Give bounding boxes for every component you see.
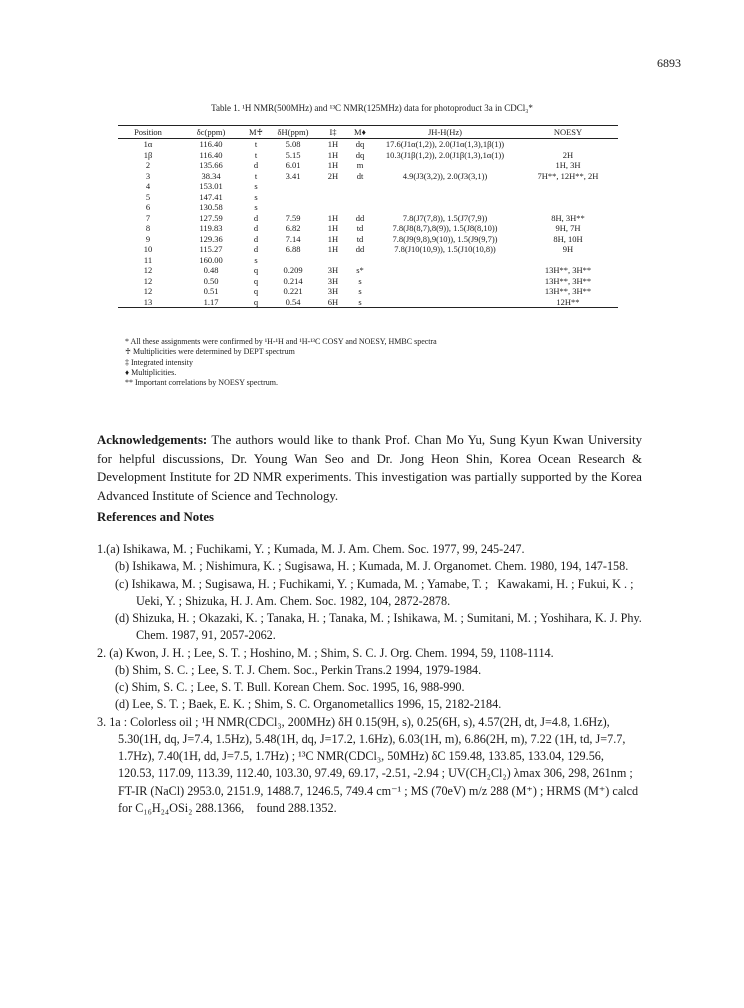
cell-multiplicity-c: s <box>254 191 258 202</box>
table-row <box>118 160 618 171</box>
reference-item: (b) Ishikawa, M. ; Nishimura, K. ; Sugisawa, H. ; Kumada, M. J. Organomet. Chem. 1980, 194, 147-158. <box>115 559 629 574</box>
cell-multiplicity-c: q <box>253 286 259 296</box>
cell-intensity <box>318 202 348 213</box>
cell-delta-c: 1.17 <box>203 296 219 307</box>
cell-noesy <box>518 192 618 203</box>
cell-intensity: 3H <box>327 265 339 275</box>
cell-coupling: 17.6(J1α(1,2)), 2.0(J1α(1,3),1β(1)) <box>385 139 505 149</box>
cell-position: 11 <box>143 254 153 265</box>
cell-intensity: 1H <box>327 223 339 233</box>
cell-multiplicity-h <box>348 181 372 192</box>
cell-coupling: 7.8(J8(8,7),8(9)), 1.5(J8(8,10)) <box>392 223 498 233</box>
cell-multiplicity-h: dq <box>355 149 365 160</box>
footnote: ♰ Multiplicities were determined by DEPT spectrum <box>125 347 295 357</box>
cell-multiplicity-c: s <box>254 181 258 191</box>
table-row <box>118 192 618 203</box>
cell-multiplicity-h: dd <box>355 244 365 254</box>
cell-multiplicity-c: d <box>253 212 259 223</box>
cell-noesy: 9H <box>562 244 574 254</box>
cell-delta-h: 7.14 <box>285 233 301 244</box>
cell-multiplicity-c: q <box>253 265 259 275</box>
cell-noesy: 7H**, 12H**, 2H <box>537 170 599 181</box>
col-header-multiplicity-c: M♰ <box>249 127 263 137</box>
cell-noesy: 12H** <box>556 296 580 307</box>
cell-position: 10 <box>143 244 153 254</box>
cell-intensity: 1H <box>327 212 339 223</box>
footnote: ♦ Multiplicities. <box>125 367 177 377</box>
cell-coupling <box>372 286 518 297</box>
table-row <box>118 171 618 182</box>
cell-multiplicity-c: d <box>253 160 259 170</box>
cell-noesy: 8H, 3H** <box>551 212 585 223</box>
table-header-row <box>118 126 618 139</box>
cell-delta-c: 127.59 <box>199 212 223 223</box>
cell-delta-h: 6.82 <box>285 223 301 233</box>
cell-multiplicity-h <box>348 192 372 203</box>
cell-multiplicity-h: dt <box>356 170 364 181</box>
table-row <box>118 276 618 287</box>
reference-item: 2. (a) Kwon, J. H. ; Lee, S. T. ; Hoshino, M. ; Shim, S. C. J. Org. Chem. 1994, 59, 1108-1114. <box>97 645 554 660</box>
cell-coupling <box>372 192 518 203</box>
cell-coupling <box>372 276 518 287</box>
cell-coupling <box>372 255 518 266</box>
cell-intensity: 2H <box>327 170 339 181</box>
cell-position: 12 <box>143 275 153 286</box>
cell-intensity: 3H <box>327 275 339 286</box>
cell-delta-h: 6.88 <box>285 244 301 254</box>
cell-noesy: 1H, 3H <box>555 160 581 170</box>
cell-delta-h: 0.54 <box>285 296 301 307</box>
cell-coupling: 7.8(J10(10,9)), 1.5(J10(10,8)) <box>394 244 496 254</box>
cell-multiplicity-h: m <box>356 160 364 170</box>
col-header-intensity: I‡ <box>329 127 337 137</box>
cell-multiplicity-c: s <box>254 202 258 212</box>
col-header-delta-c: δc(ppm) <box>196 127 226 137</box>
reference-item: 1.(a) Ishikawa, M. ; Fuchikami, Y. ; Kumada, M. J. Am. Chem. Soc. 1977, 99, 245-247. <box>97 542 525 556</box>
cell-delta-c: 129.36 <box>199 233 223 244</box>
cell-position: 12 <box>143 286 153 296</box>
cell-delta-c: 153.01 <box>199 181 223 191</box>
cell-coupling: 10.3(J1β(1,2)), 2.0(J1β(1,3),1α(1)) <box>385 149 505 160</box>
reference-item: (d) Shizuka, H. ; Okazaki, K. ; Tanaka, H. ; Tanaka, M. ; Ishikawa, M. ; Sumitani, M. ; Yoshihara, K. J. Phy. Chem. 1987, 91, 2057-2062. <box>115 611 645 643</box>
reference-item: (c) Ishikawa, M. ; Sugisawa, H. ; Fuchikami, Y. ; Kumada, M. ; Yamabe, T. ; Kawakami, H. ; Fukui, K . ; Ueki, Y. ; Shizuka, H. J. Am. Chem. Soc. 1982, 104, 2872-2878. <box>115 576 637 608</box>
cell-multiplicity-h: s <box>358 296 362 307</box>
cell-noesy: 13H**, 3H** <box>544 286 592 296</box>
cell-delta-h: 6.01 <box>285 160 301 170</box>
cell-intensity: 6H <box>327 296 339 307</box>
col-header-coupling: JH-H(Hz) <box>428 127 462 137</box>
cell-position: 6 <box>145 202 151 212</box>
reference-item: 3. 1a : Colorless oil ; ¹H NMR(CDCl₃, 200MHz) δH 0.15(9H, s), 0.25(6H, s), 4.57(2H, dt, J=4.8, 1.6Hz), 5.30(1H, dq, J=7.4, 1.5Hz), 5.48(1H, dq, J=17.2, 1.6Hz), 6.03(1H, m), 6.86(2H, m), 7.22 (1H, td, J=7.7, 1.7Hz), 7.40(1H, dd, J=7.5, 1.7Hz) ; ¹³C NMR(CDCl₃, 50MHz) δC 159.48, 133.85, 133.04, 129.56, 120.53, 117.09, 113.39, 112.40, 103.30, 97.49, 69.17, -2.51, -2.94 ; UV(CH₂Cl₂) λmax 306, 298, 261nm ; FT-IR (NaCl) 2953.0, 2151.9, 1488.7, 1246.5, 749.4 cm⁻¹ ; MS (70eV) m/z 288 (M⁺) ; HRMS (M⁺) calcd for C₁₆H₂₄OSi₂ 288.1366, found 288.1352. <box>97 714 642 815</box>
cell-multiplicity-h <box>348 202 372 213</box>
cell-position: 9 <box>145 233 151 244</box>
references-heading: References and Notes <box>97 510 215 524</box>
cell-coupling <box>372 265 518 276</box>
cell-multiplicity-c: q <box>253 296 259 307</box>
cell-multiplicity-h: s* <box>356 265 364 275</box>
table-row <box>118 297 618 308</box>
cell-position: 4 <box>145 181 151 191</box>
references-list <box>97 541 645 817</box>
cell-noesy <box>518 181 618 192</box>
cell-multiplicity-h: s <box>358 286 362 296</box>
cell-position: 5 <box>145 191 151 202</box>
cell-delta-h: 0.209 <box>283 265 303 275</box>
footnote: * All these assignments were confirmed by ¹H-¹H and ¹H-¹³C COSY and NOESY, HMBC spectra <box>125 337 437 346</box>
cell-delta-c: 38.34 <box>201 170 221 181</box>
cell-delta-c: 116.40 <box>199 149 223 160</box>
cell-delta-c: 130.58 <box>199 202 223 212</box>
col-header-multiplicity-h: M♦ <box>354 127 366 137</box>
table-row <box>118 244 618 255</box>
cell-coupling <box>372 202 518 213</box>
cell-position: 1α <box>143 139 153 149</box>
cell-intensity: 3H <box>327 286 339 296</box>
acknowledgements-text: The authors would like to thank Prof. Chan Mo Yu, Sung Kyun Kwan University for helpful discussions, Dr. Young Wan Seo and Dr. Jong Heon Shin, Korea Ocean Research & Development Institute for 2D NMR experiments. This investigation was partially supported by the Korea Advanced Institute of Science and Technology. <box>97 433 642 503</box>
table-row <box>118 181 618 192</box>
cell-delta-h: 3.41 <box>285 170 301 181</box>
cell-multiplicity-c: d <box>253 223 259 233</box>
cell-position: 1β <box>143 149 153 160</box>
cell-noesy: 9H, 7H <box>555 223 581 233</box>
cell-noesy: 13H**, 3H** <box>544 275 592 286</box>
nmr-data-table <box>118 125 618 308</box>
cell-intensity <box>318 255 348 266</box>
cell-delta-h: 5.08 <box>285 139 301 149</box>
cell-delta-h: 7.59 <box>285 212 301 223</box>
cell-multiplicity-h: td <box>356 233 364 244</box>
cell-delta-c: 135.66 <box>199 160 223 170</box>
cell-delta-c: 160.00 <box>199 254 223 265</box>
cell-delta-h: 0.214 <box>283 275 303 286</box>
cell-multiplicity-h: td <box>356 223 364 233</box>
cell-delta-h <box>268 255 318 266</box>
table-row <box>118 286 618 297</box>
cell-intensity: 1H <box>327 233 339 244</box>
cell-coupling <box>372 160 518 171</box>
col-header-delta-h: δH(ppm) <box>277 127 309 137</box>
cell-coupling: 7.8(J9(9,8),9(10)), 1.5(J9(9,7)) <box>392 233 498 244</box>
cell-delta-c: 147.41 <box>199 191 223 202</box>
cell-multiplicity-c: t <box>254 149 258 160</box>
cell-delta-c: 0.51 <box>203 286 219 296</box>
cell-noesy <box>518 139 618 150</box>
cell-multiplicity-h: dd <box>355 212 365 223</box>
cell-delta-h <box>268 181 318 192</box>
cell-delta-h <box>268 192 318 203</box>
col-header-noesy: NOESY <box>553 127 583 137</box>
cell-multiplicity-h <box>348 255 372 266</box>
cell-multiplicity-c: t <box>254 139 258 149</box>
cell-multiplicity-h: s <box>358 275 362 286</box>
cell-noesy: 8H, 10H <box>553 233 583 244</box>
table-body <box>118 139 618 308</box>
table-row <box>118 265 618 276</box>
cell-delta-c: 0.50 <box>203 275 219 286</box>
footnote: ** Important correlations by NOESY spectrum. <box>125 378 279 388</box>
cell-coupling: 4.9(J3(3,2)), 2.0(J3(3,1)) <box>402 170 488 181</box>
cell-multiplicity-h: dq <box>355 139 365 149</box>
cell-multiplicity-c: t <box>254 170 258 181</box>
cell-delta-h <box>268 202 318 213</box>
cell-delta-h: 0.221 <box>283 286 303 296</box>
cell-noesy <box>518 202 618 213</box>
table-caption: Table 1. ¹H NMR(500MHz) and ¹³C NMR(125MHz) data for photoproduct 3a in CDCl₃* <box>211 103 533 113</box>
table-row <box>118 213 618 224</box>
cell-coupling <box>372 297 518 308</box>
footnote: ‡ Integrated intensity <box>125 357 193 367</box>
cell-delta-c: 116.40 <box>199 139 223 149</box>
cell-intensity: 1H <box>327 160 339 170</box>
cell-intensity: 1H <box>327 139 339 149</box>
reference-item: (c) Shim, S. C. ; Lee, S. T. Bull. Korean Chem. Soc. 1995, 16, 988-990. <box>115 680 465 694</box>
cell-intensity: 1H <box>327 244 339 254</box>
cell-delta-c: 115.27 <box>199 244 223 254</box>
cell-noesy: 2H <box>562 149 574 160</box>
col-header-position: Position <box>134 127 162 137</box>
cell-multiplicity-c: d <box>253 244 259 254</box>
cell-intensity <box>318 192 348 203</box>
table-row <box>118 139 618 150</box>
cell-delta-c: 0.48 <box>203 265 219 275</box>
table-row <box>118 150 618 161</box>
cell-intensity <box>318 181 348 192</box>
acknowledgements-heading: Acknowledgements: <box>97 433 208 447</box>
table-row <box>118 234 618 245</box>
cell-multiplicity-c: s <box>254 254 258 265</box>
cell-position: 13 <box>143 296 153 307</box>
table-row <box>118 255 618 266</box>
table-row <box>118 223 618 234</box>
cell-delta-c: 119.83 <box>199 223 223 233</box>
cell-position: 12 <box>143 265 153 275</box>
table-row <box>118 202 618 213</box>
table-footnotes <box>125 337 437 388</box>
cell-coupling: 7.8(J7(7,8)), 1.5(J7(7,9)) <box>402 212 488 223</box>
cell-noesy: 13H**, 3H** <box>544 265 592 275</box>
cell-noesy <box>518 255 618 266</box>
reference-item: (b) Shim, S. C. ; Lee, S. T. J. Chem. Soc., Perkin Trans.2 1994, 1979-1984. <box>115 662 482 677</box>
page-number: 6893 <box>657 56 681 70</box>
cell-position: 7 <box>145 212 151 223</box>
cell-position: 3 <box>145 170 151 181</box>
cell-delta-h: 5.15 <box>285 149 301 160</box>
cell-multiplicity-c: q <box>253 275 259 286</box>
cell-multiplicity-c: d <box>253 233 259 244</box>
acknowledgements-paragraph <box>97 431 642 505</box>
cell-coupling <box>372 181 518 192</box>
cell-intensity: 1H <box>327 149 339 160</box>
reference-item: (d) Lee, S. T. ; Baek, E. K. ; Shim, S. C. Organometallics 1996, 15, 2182-2184. <box>115 697 502 712</box>
cell-position: 2 <box>145 160 151 170</box>
cell-position: 8 <box>145 223 151 233</box>
